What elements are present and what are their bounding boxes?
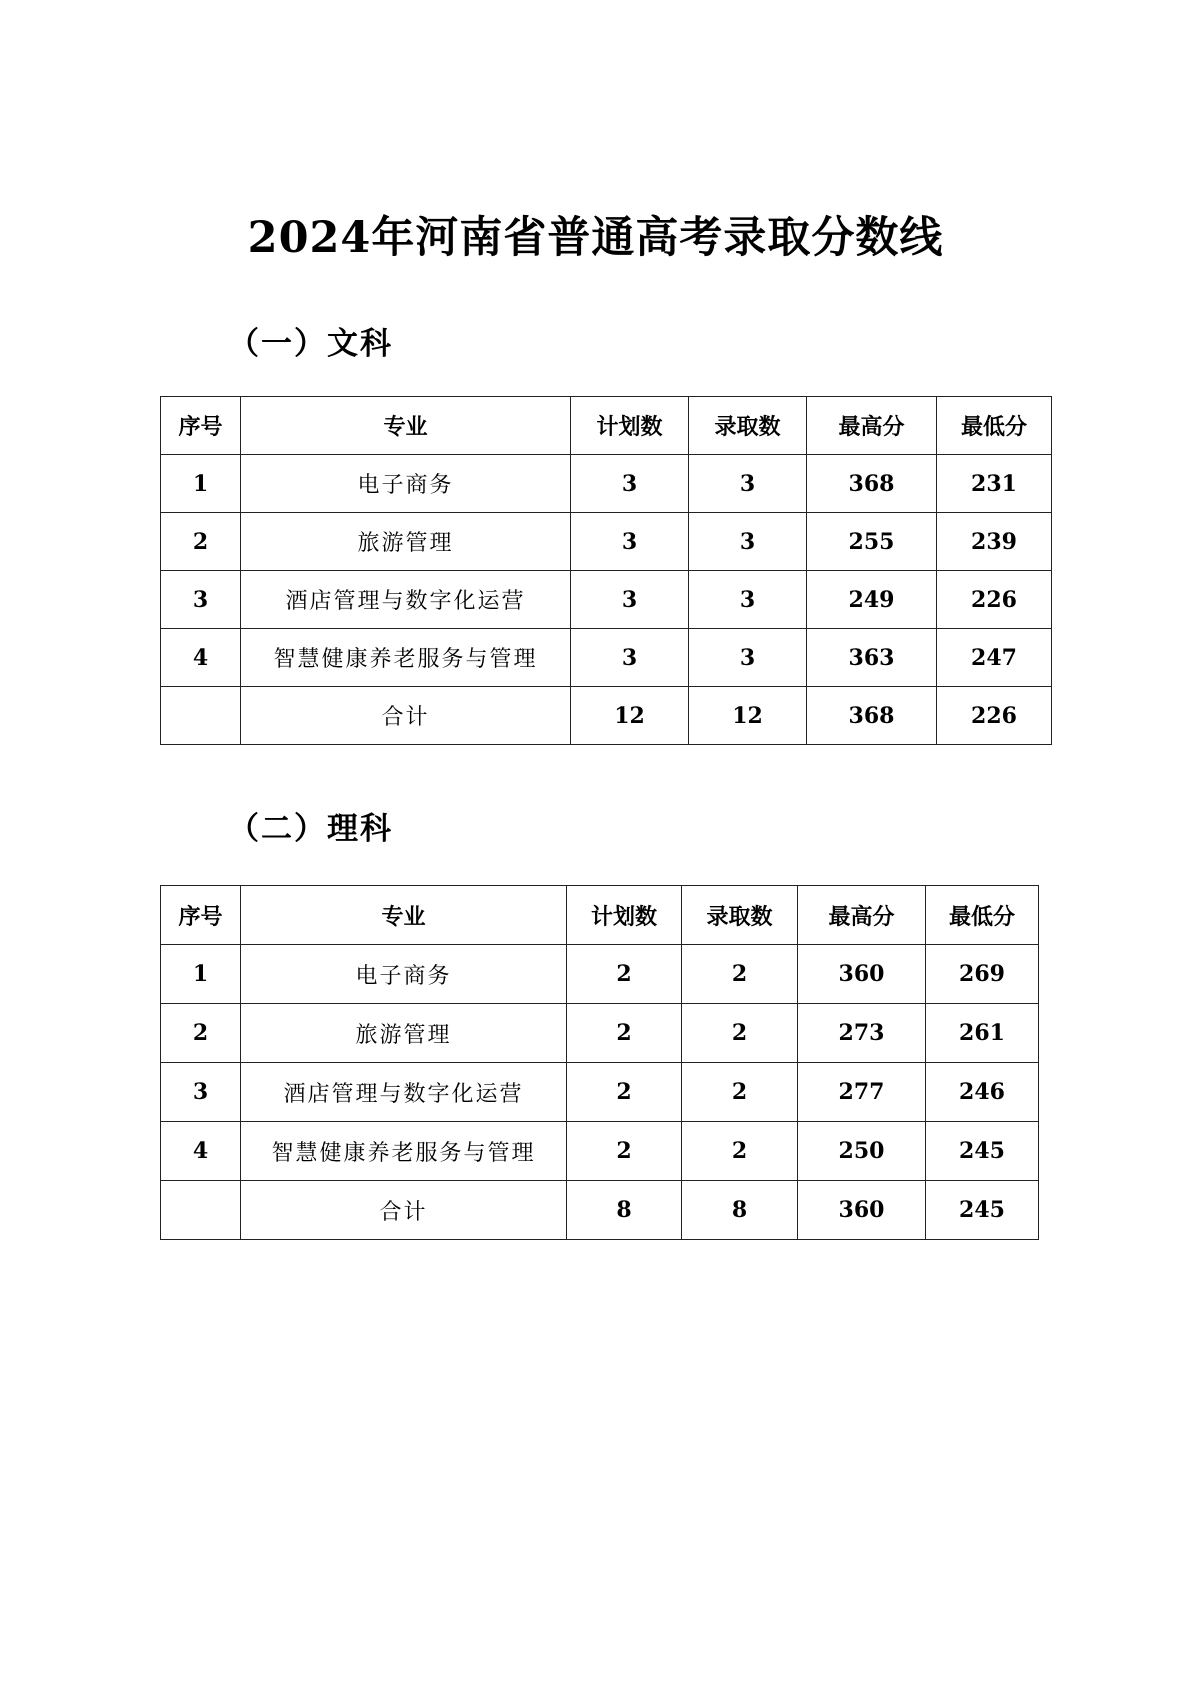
section-heading-science: （二）理科 bbox=[228, 811, 393, 847]
table-header-row bbox=[161, 397, 1052, 455]
row-plan: 2 bbox=[567, 1122, 682, 1181]
row-major: 旅游管理 bbox=[241, 1004, 567, 1063]
row-max-score: 255 bbox=[807, 513, 937, 571]
total-min-score: 245 bbox=[926, 1181, 1039, 1240]
row-admitted: 2 bbox=[682, 945, 798, 1004]
row-major: 电子商务 bbox=[241, 945, 567, 1004]
header-max-score: 最高分 bbox=[798, 886, 926, 945]
table-row bbox=[161, 513, 1052, 571]
total-no-empty bbox=[161, 1181, 241, 1240]
row-min-score: 231 bbox=[937, 455, 1052, 513]
table-row bbox=[161, 945, 1039, 1004]
header-min-score: 最低分 bbox=[937, 397, 1052, 455]
row-no: 2 bbox=[161, 1004, 241, 1063]
header-max-score: 最高分 bbox=[807, 397, 937, 455]
row-plan: 2 bbox=[567, 1063, 682, 1122]
row-plan: 3 bbox=[571, 455, 689, 513]
total-plan: 12 bbox=[571, 687, 689, 745]
header-plan: 计划数 bbox=[571, 397, 689, 455]
row-min-score: 246 bbox=[926, 1063, 1039, 1122]
row-max-score: 249 bbox=[807, 571, 937, 629]
table-row bbox=[161, 1122, 1039, 1181]
row-min-score: 247 bbox=[937, 629, 1052, 687]
table-row bbox=[161, 455, 1052, 513]
score-table-science bbox=[160, 885, 1039, 1240]
row-max-score: 368 bbox=[807, 455, 937, 513]
row-max-score: 273 bbox=[798, 1004, 926, 1063]
row-major: 酒店管理与数字化运营 bbox=[241, 1063, 567, 1122]
header-major: 专业 bbox=[241, 886, 567, 945]
table-row bbox=[161, 571, 1052, 629]
total-label: 合计 bbox=[241, 687, 571, 745]
header-no: 序号 bbox=[161, 886, 241, 945]
table-row bbox=[161, 1004, 1039, 1063]
row-no: 4 bbox=[161, 1122, 241, 1181]
header-min-score: 最低分 bbox=[926, 886, 1039, 945]
document-title: 2024年河南省普通高考录取分数线 bbox=[247, 213, 944, 263]
row-major: 酒店管理与数字化运营 bbox=[241, 571, 571, 629]
row-admitted: 2 bbox=[682, 1004, 798, 1063]
row-admitted: 3 bbox=[689, 629, 807, 687]
row-plan: 2 bbox=[567, 1004, 682, 1063]
row-major: 电子商务 bbox=[241, 455, 571, 513]
total-plan: 8 bbox=[567, 1181, 682, 1240]
row-plan: 3 bbox=[571, 629, 689, 687]
total-no-empty bbox=[161, 687, 241, 745]
row-no: 3 bbox=[161, 571, 241, 629]
total-admitted: 12 bbox=[689, 687, 807, 745]
row-max-score: 363 bbox=[807, 629, 937, 687]
header-no: 序号 bbox=[161, 397, 241, 455]
total-admitted: 8 bbox=[682, 1181, 798, 1240]
row-plan: 2 bbox=[567, 945, 682, 1004]
total-min-score: 226 bbox=[937, 687, 1052, 745]
header-admitted: 录取数 bbox=[689, 397, 807, 455]
total-max-score: 368 bbox=[807, 687, 937, 745]
row-plan: 3 bbox=[571, 571, 689, 629]
total-max-score: 360 bbox=[798, 1181, 926, 1240]
header-major: 专业 bbox=[241, 397, 571, 455]
row-admitted: 3 bbox=[689, 571, 807, 629]
row-min-score: 226 bbox=[937, 571, 1052, 629]
table-total-row bbox=[161, 687, 1052, 745]
table-row bbox=[161, 1063, 1039, 1122]
row-major: 智慧健康养老服务与管理 bbox=[241, 1122, 567, 1181]
row-major: 智慧健康养老服务与管理 bbox=[241, 629, 571, 687]
total-label: 合计 bbox=[241, 1181, 567, 1240]
row-no: 1 bbox=[161, 455, 241, 513]
row-no: 3 bbox=[161, 1063, 241, 1122]
row-min-score: 269 bbox=[926, 945, 1039, 1004]
table-row bbox=[161, 629, 1052, 687]
row-major: 旅游管理 bbox=[241, 513, 571, 571]
table-header-row bbox=[161, 886, 1039, 945]
table-total-row bbox=[161, 1181, 1039, 1240]
section-heading-liberal-arts: （一）文科 bbox=[228, 326, 393, 362]
row-max-score: 277 bbox=[798, 1063, 926, 1122]
row-max-score: 250 bbox=[798, 1122, 926, 1181]
row-no: 2 bbox=[161, 513, 241, 571]
row-min-score: 245 bbox=[926, 1122, 1039, 1181]
row-no: 1 bbox=[161, 945, 241, 1004]
score-table-liberal-arts bbox=[160, 396, 1052, 745]
row-min-score: 239 bbox=[937, 513, 1052, 571]
row-admitted: 3 bbox=[689, 455, 807, 513]
header-plan: 计划数 bbox=[567, 886, 682, 945]
row-admitted: 2 bbox=[682, 1063, 798, 1122]
header-admitted: 录取数 bbox=[682, 886, 798, 945]
row-max-score: 360 bbox=[798, 945, 926, 1004]
row-no: 4 bbox=[161, 629, 241, 687]
row-admitted: 3 bbox=[689, 513, 807, 571]
row-min-score: 261 bbox=[926, 1004, 1039, 1063]
row-plan: 3 bbox=[571, 513, 689, 571]
row-admitted: 2 bbox=[682, 1122, 798, 1181]
